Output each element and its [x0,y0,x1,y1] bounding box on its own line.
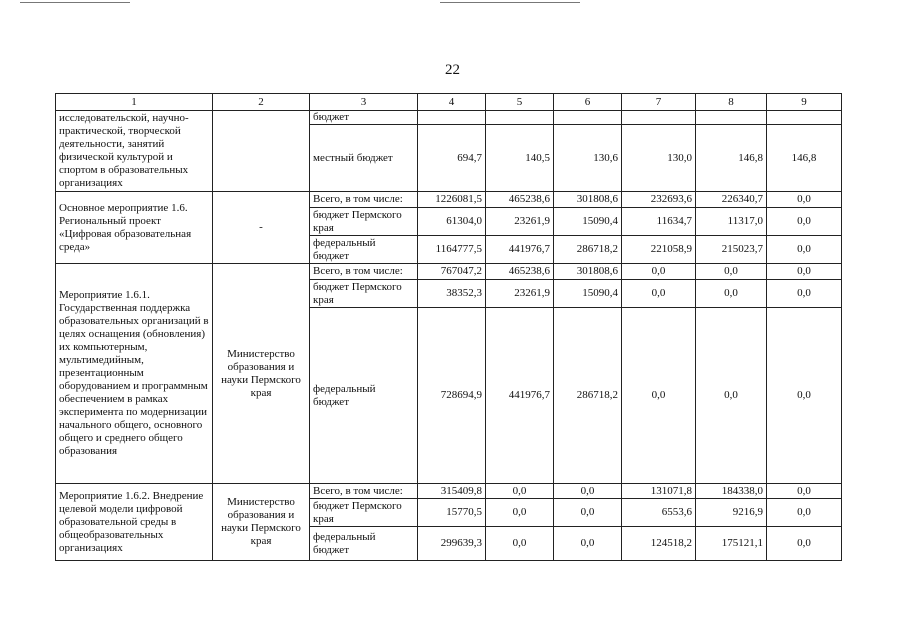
amount-cell: 0,0 [767,308,842,484]
column-header: 7 [622,94,696,111]
column-header: 1 [56,94,213,111]
amount-cell: 0,0 [696,308,767,484]
amount-cell: 286718,2 [554,236,622,264]
amount-cell: 0,0 [486,484,554,499]
funding-source: бюджет [310,111,418,125]
amount-cell: 131071,8 [622,484,696,499]
column-number-row [56,94,842,111]
funding-source: Всего, в том числе: [310,484,418,499]
amount-cell: 0,0 [696,264,767,280]
funding-source: местный бюджет [310,125,418,192]
column-header: 4 [418,94,486,111]
activity-description: исследовательской, научно-практической, творческой деятельности, занятий физической культурой и спортом в образовательных организациях [56,111,213,192]
amount-cell: 11634,7 [622,208,696,236]
table-row [56,264,842,280]
funding-source: бюджет Пермского края [310,208,418,236]
amount-cell: 0,0 [767,192,842,208]
amount-cell: 0,0 [622,308,696,484]
amount-cell: 15090,4 [554,208,622,236]
amount-cell: 226340,7 [696,192,767,208]
amount-cell: 767047,2 [418,264,486,280]
page-number: 22 [445,62,460,78]
amount-cell: 15770,5 [418,499,486,527]
amount-cell: 0,0 [767,280,842,308]
column-header: 6 [554,94,622,111]
funding-source: Всего, в том числе: [310,192,418,208]
amount-cell: 0,0 [554,499,622,527]
amount-cell [767,111,842,125]
activity-description: Мероприятие 1.6.2. Внедрение целевой модели цифровой образовательной среды в общеобразовательных организациях [56,484,213,561]
amount-cell: 441976,7 [486,308,554,484]
amount-cell: 0,0 [767,208,842,236]
amount-cell: 299639,3 [418,527,486,561]
amount-cell: 38352,3 [418,280,486,308]
table-row [56,192,842,208]
responsible-executor: Министерство образования и науки Пермского края [213,484,310,561]
amount-cell [696,111,767,125]
amount-cell: 146,8 [696,125,767,192]
responsible-executor: - [213,192,310,264]
funding-source: бюджет Пермского края [310,280,418,308]
amount-cell: 0,0 [696,280,767,308]
program-budget-table [55,93,842,561]
amount-cell: 215023,7 [696,236,767,264]
amount-cell [418,111,486,125]
scan-artifact [440,2,580,3]
column-header: 2 [213,94,310,111]
responsible-executor: Министерство образования и науки Пермского края [213,264,310,484]
amount-cell: 124518,2 [622,527,696,561]
amount-cell: 441976,7 [486,236,554,264]
responsible-executor [213,111,310,192]
amount-cell: 0,0 [486,499,554,527]
amount-cell: 315409,8 [418,484,486,499]
amount-cell: 0,0 [554,527,622,561]
funding-source: федеральный бюджет [310,236,418,264]
funding-source: Всего, в том числе: [310,264,418,280]
amount-cell: 0,0 [767,499,842,527]
amount-cell: 465238,6 [486,192,554,208]
amount-cell: 6553,6 [622,499,696,527]
amount-cell: 9216,9 [696,499,767,527]
column-header: 3 [310,94,418,111]
amount-cell: 23261,9 [486,208,554,236]
amount-cell: 23261,9 [486,280,554,308]
amount-cell: 0,0 [622,264,696,280]
amount-cell: 15090,4 [554,280,622,308]
amount-cell: 0,0 [486,527,554,561]
amount-cell: 184338,0 [696,484,767,499]
amount-cell: 0,0 [622,280,696,308]
amount-cell: 11317,0 [696,208,767,236]
table-row [56,484,842,499]
activity-description: Мероприятие 1.6.1. Государственная поддержка образовательных организаций в целях оснащения (обновления) их компьютерным, мультимедийным, презентационным оборудованием и программным обеспечением в рамках эксперимента по модернизации начального общего, основного общего и среднего общего образования [56,264,213,484]
amount-cell: 61304,0 [418,208,486,236]
amount-cell [622,111,696,125]
amount-cell: 140,5 [486,125,554,192]
amount-cell: 301808,6 [554,264,622,280]
amount-cell: 1226081,5 [418,192,486,208]
amount-cell: 0,0 [554,484,622,499]
column-header: 8 [696,94,767,111]
amount-cell: 130,0 [622,125,696,192]
amount-cell: 301808,6 [554,192,622,208]
amount-cell: 221058,9 [622,236,696,264]
amount-cell: 0,0 [767,484,842,499]
table-row [56,111,842,125]
scan-artifact [20,2,130,3]
funding-source: бюджет Пермского края [310,499,418,527]
amount-cell [486,111,554,125]
amount-cell: 130,6 [554,125,622,192]
funding-source: федеральный бюджет [310,308,418,484]
amount-cell: 728694,9 [418,308,486,484]
amount-cell: 175121,1 [696,527,767,561]
amount-cell: 0,0 [767,264,842,280]
amount-cell: 0,0 [767,236,842,264]
amount-cell [554,111,622,125]
column-header: 5 [486,94,554,111]
amount-cell: 146,8 [767,125,842,192]
amount-cell: 232693,6 [622,192,696,208]
amount-cell: 0,0 [767,527,842,561]
amount-cell: 465238,6 [486,264,554,280]
activity-description: Основное мероприятие 1.6. Региональный проект «Цифровая образовательная среда» [56,192,213,264]
column-header: 9 [767,94,842,111]
amount-cell: 286718,2 [554,308,622,484]
funding-source: федеральный бюджет [310,527,418,561]
amount-cell: 1164777,5 [418,236,486,264]
amount-cell: 694,7 [418,125,486,192]
